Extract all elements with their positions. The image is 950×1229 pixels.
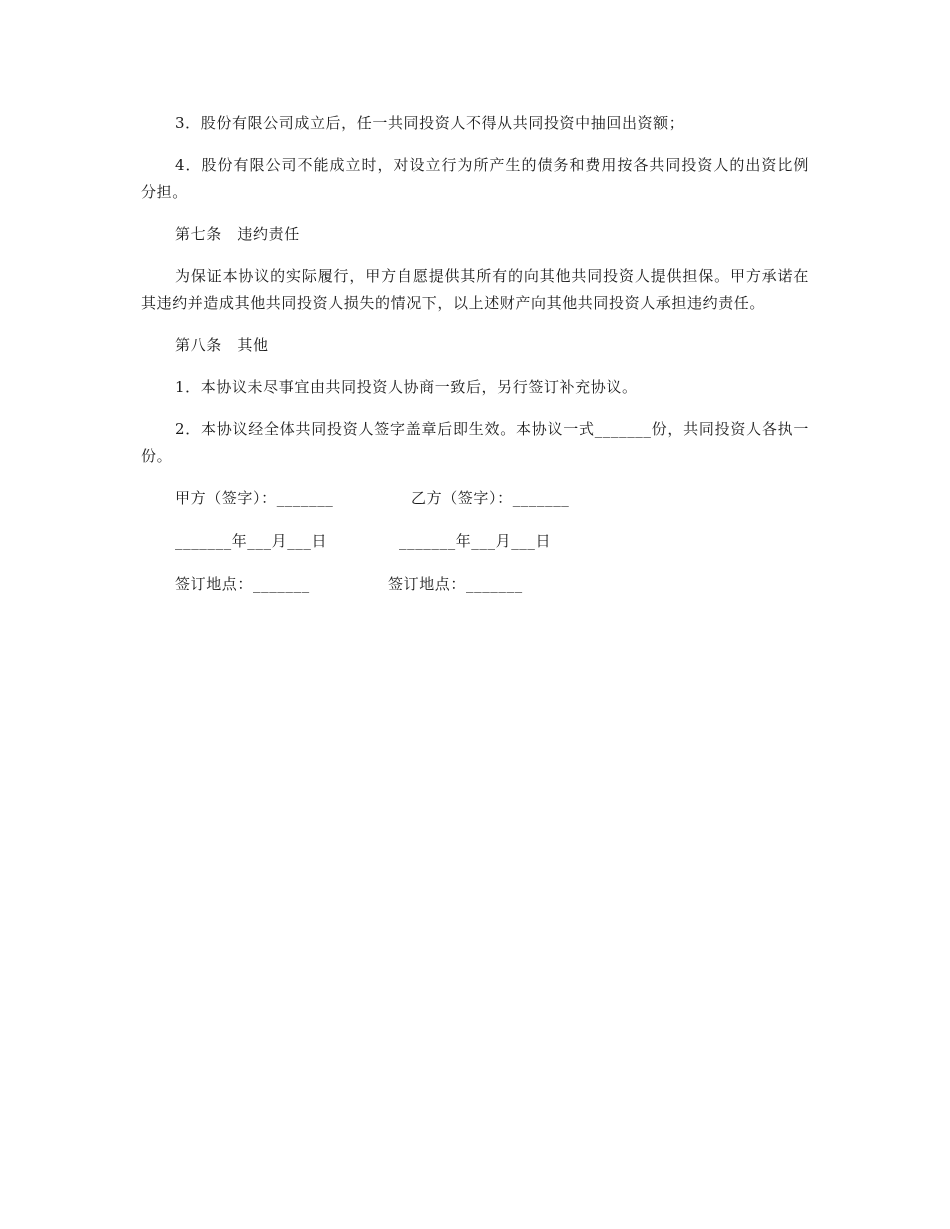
article-7-heading: 第七条 违约责任 [175,225,300,243]
article-8-heading: 第八条 其他 [175,336,269,354]
party-a-place: 签订地点：_______ [175,575,310,593]
signature-row [141,485,809,512]
document-body [141,110,809,614]
date-row [141,528,809,555]
article-8-item-2: 2．本协议经全体共同投资人签字盖章后即生效。本协议一式_______份，共同投资人各执一份。 [141,420,809,465]
party-b-place: 签订地点：_______ [388,575,523,593]
clause-3: 3．股份有限公司成立后，任一共同投资人不得从共同投资中抽回出资额； [175,114,685,132]
party-a-date: _______年___月___日 [175,532,328,550]
party-b-signature: 乙方（签字）：_______ [411,489,570,507]
place-row [141,571,809,598]
article-8-item-1: 1．本协议未尽事宜由共同投资人协商一致后，另行签订补充协议。 [175,378,638,396]
clause-4: 4．股份有限公司不能成立时，对设立行为所产生的债务和费用按各共同投资人的出资比例分担。 [141,156,809,201]
article-7-body: 为保证本协议的实际履行，甲方自愿提供其所有的向其他共同投资人提供担保。甲方承诺在其违约并造成其他共同投资人损失的情况下，以上述财产向其他共同投资人承担违约责任。 [141,267,809,312]
party-b-date: _______年___月___日 [399,532,552,550]
party-a-signature: 甲方（签字）：_______ [175,489,334,507]
